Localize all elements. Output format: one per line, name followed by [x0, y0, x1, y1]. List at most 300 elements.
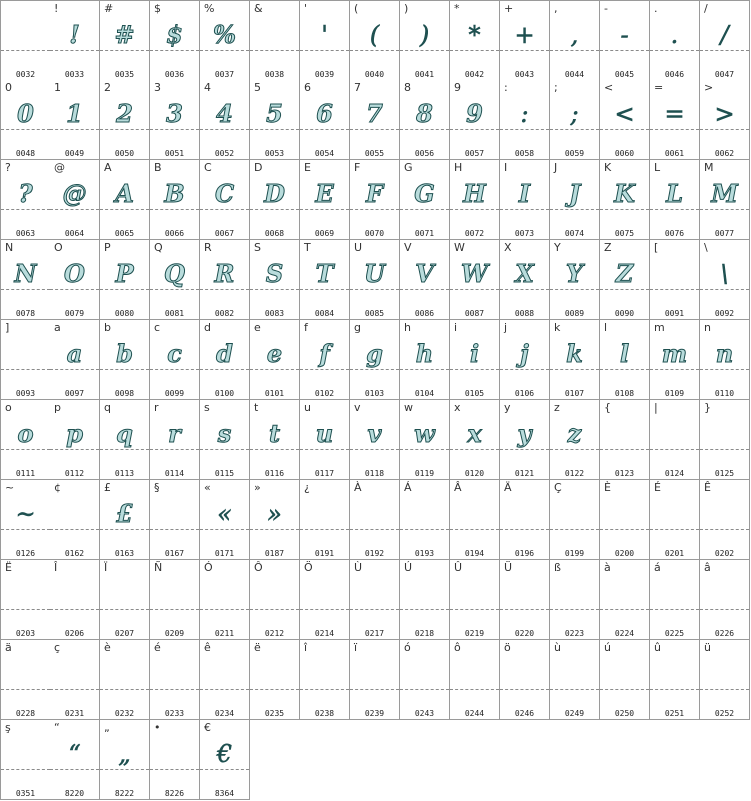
glyph-code: 0073 — [514, 229, 535, 238]
glyph-cell[interactable] — [500, 240, 550, 320]
glyph-cell[interactable] — [700, 0, 750, 81]
glyph-code: 0114 — [164, 469, 185, 478]
glyph-cell[interactable] — [400, 80, 450, 160]
glyph-char-label: ú — [604, 641, 611, 654]
glyph-cell[interactable] — [100, 640, 150, 720]
glyph-cell[interactable] — [250, 160, 300, 240]
glyph-sample: D — [264, 179, 285, 208]
glyph-cell[interactable] — [50, 320, 100, 400]
glyph-code: 0193 — [414, 549, 435, 558]
glyph-cell[interactable] — [550, 80, 600, 160]
glyph-cell[interactable] — [150, 240, 200, 320]
glyph-cell[interactable] — [300, 0, 350, 81]
glyph-sample: V — [415, 259, 434, 288]
glyph-char-label: g — [354, 321, 361, 334]
glyph-char-label: » — [254, 481, 261, 494]
glyph-cell[interactable] — [50, 0, 100, 81]
glyph-char-label: À — [354, 481, 362, 494]
glyph-cell[interactable] — [50, 160, 100, 240]
glyph-cell[interactable] — [700, 480, 750, 560]
glyph-char-label: ö — [504, 641, 511, 654]
glyph-sample: T — [315, 259, 334, 288]
glyph-cell[interactable] — [400, 160, 450, 240]
glyph-sample: * — [468, 21, 481, 49]
glyph-cell[interactable] — [650, 640, 700, 720]
glyph-cell[interactable] — [300, 240, 350, 320]
glyph-sample — [400, 574, 449, 614]
glyph-code: 0069 — [314, 229, 335, 238]
glyph-cell[interactable] — [0, 0, 51, 81]
glyph-char-label: f — [304, 321, 308, 334]
glyph-cell[interactable] — [500, 560, 550, 640]
glyph-char-label: a — [54, 321, 61, 334]
glyph-cell[interactable] — [300, 400, 350, 480]
glyph-code: 0225 — [664, 629, 685, 638]
glyph-char-label: “ — [54, 721, 60, 734]
glyph-cell[interactable] — [700, 320, 750, 400]
glyph-sample: N — [14, 259, 37, 288]
glyph-cell[interactable] — [500, 400, 550, 480]
glyph-char-label: 7 — [354, 81, 361, 94]
glyph-cell[interactable] — [400, 480, 450, 560]
glyph-cell[interactable] — [500, 160, 550, 240]
glyph-sample — [450, 494, 499, 534]
glyph-char-label: . — [654, 2, 658, 15]
glyph-cell[interactable] — [200, 560, 250, 640]
glyph-cell[interactable] — [0, 160, 51, 240]
glyph-sample — [300, 494, 349, 534]
glyph-char-label: B — [154, 161, 162, 174]
glyph-cell[interactable] — [350, 240, 400, 320]
glyph-char-label: 3 — [154, 81, 161, 94]
glyph-cell[interactable] — [100, 560, 150, 640]
glyph-cell[interactable] — [650, 240, 700, 320]
glyph-char-label: q — [104, 401, 111, 414]
glyph-char-label: É — [654, 481, 661, 494]
glyph-code: 0201 — [664, 549, 685, 558]
glyph-char-label: M — [704, 161, 714, 174]
glyph-cell[interactable] — [150, 80, 200, 160]
glyph-code: 0118 — [364, 469, 385, 478]
glyph-cell[interactable] — [650, 480, 700, 560]
glyph-char-label: + — [504, 2, 514, 15]
glyph-sample — [600, 574, 649, 614]
glyph-cell[interactable] — [250, 480, 300, 560]
glyph-char-label: Ë — [5, 561, 12, 574]
glyph-cell[interactable] — [600, 480, 650, 560]
glyph-char-label: > — [704, 81, 714, 94]
glyph-sample: / — [720, 21, 729, 49]
glyph-code: 0090 — [614, 309, 635, 318]
glyph-cell[interactable] — [400, 560, 450, 640]
glyph-cell[interactable] — [250, 320, 300, 400]
glyph-char-label: î — [304, 641, 308, 654]
glyph-char-label: R — [204, 241, 212, 254]
glyph-cell[interactable] — [100, 80, 150, 160]
glyph-char-label: S — [254, 241, 261, 254]
glyph-cell[interactable] — [550, 640, 600, 720]
glyph-sample — [700, 494, 749, 534]
glyph-char-label: 4 — [204, 81, 211, 94]
glyph-sample — [700, 414, 749, 454]
glyph-cell[interactable] — [650, 80, 700, 160]
glyph-cell[interactable] — [600, 240, 650, 320]
glyph-code: 0038 — [264, 70, 285, 79]
glyph-char-label: È — [604, 481, 611, 494]
glyph-code: 0238 — [314, 709, 335, 718]
glyph-cell[interactable] — [200, 400, 250, 480]
glyph-cell[interactable] — [150, 400, 200, 480]
glyph-code: 0076 — [664, 229, 685, 238]
glyph-sample: F — [365, 179, 384, 208]
glyph-cell[interactable] — [300, 160, 350, 240]
glyph-char-label: C — [204, 161, 212, 174]
glyph-sample — [50, 574, 99, 614]
glyph-char-label: ë — [254, 641, 261, 654]
glyph-char-label: , — [554, 2, 558, 15]
glyph-sample: - — [620, 21, 629, 49]
glyph-cell[interactable] — [550, 320, 600, 400]
glyph-cell[interactable] — [150, 720, 200, 800]
glyph-cell[interactable] — [550, 400, 600, 480]
glyph-cell[interactable] — [200, 320, 250, 400]
glyph-char-label: Ó — [204, 561, 213, 574]
glyph-sample: t — [268, 419, 281, 448]
glyph-sample — [650, 654, 699, 694]
glyph-sample: 9 — [466, 99, 483, 128]
glyph-cell[interactable] — [550, 240, 600, 320]
glyph-sample: 4 — [216, 99, 233, 128]
glyph-char-label: * — [454, 2, 460, 15]
glyph-cell[interactable] — [50, 240, 100, 320]
glyph-cell[interactable] — [350, 480, 400, 560]
glyph-sample: £ — [116, 499, 133, 528]
glyph-cell[interactable] — [150, 320, 200, 400]
glyph-cell[interactable] — [350, 160, 400, 240]
glyph-code: 0043 — [514, 70, 535, 79]
glyph-sample: “ — [68, 740, 81, 768]
glyph-cell[interactable] — [550, 160, 600, 240]
glyph-cell[interactable] — [350, 400, 400, 480]
glyph-cell[interactable] — [350, 640, 400, 720]
glyph-cell[interactable] — [150, 560, 200, 640]
glyph-code: 0093 — [15, 389, 36, 398]
glyph-cell[interactable] — [100, 400, 150, 480]
glyph-char-label: € — [204, 721, 211, 734]
glyph-cell[interactable] — [200, 480, 250, 560]
glyph-cell[interactable] — [450, 240, 500, 320]
glyph-sample — [350, 574, 399, 614]
glyph-cell[interactable] — [0, 320, 51, 400]
glyph-sample — [700, 574, 749, 614]
glyph-cell[interactable] — [300, 560, 350, 640]
glyph-code: 0120 — [464, 469, 485, 478]
glyph-code: 0035 — [114, 70, 135, 79]
glyph-cell[interactable] — [150, 160, 200, 240]
glyph-cell[interactable] — [500, 640, 550, 720]
glyph-cell[interactable] — [600, 80, 650, 160]
glyph-cell[interactable] — [500, 320, 550, 400]
glyph-sample: ' — [321, 21, 328, 49]
glyph-cell[interactable] — [350, 0, 400, 81]
glyph-cell[interactable] — [500, 480, 550, 560]
glyph-sample: p — [66, 419, 83, 448]
glyph-cell[interactable] — [200, 720, 250, 800]
glyph-sample: ~ — [15, 500, 36, 528]
glyph-cell[interactable] — [200, 0, 250, 81]
glyph-code: 0125 — [714, 469, 735, 478]
glyph-code: 0097 — [64, 389, 85, 398]
glyph-code: 0196 — [514, 549, 535, 558]
glyph-sample: = — [664, 100, 685, 128]
glyph-cell[interactable] — [0, 480, 51, 560]
glyph-code: 0246 — [514, 709, 535, 718]
glyph-cell[interactable] — [200, 240, 250, 320]
glyph-code: 0251 — [664, 709, 685, 718]
glyph-sample: » — [267, 500, 282, 528]
glyph-cell[interactable] — [300, 320, 350, 400]
glyph-cell[interactable] — [0, 720, 51, 800]
glyph-cell[interactable] — [700, 160, 750, 240]
glyph-code: 0209 — [164, 629, 185, 638]
glyph-code: 0187 — [264, 549, 285, 558]
glyph-cell[interactable] — [650, 160, 700, 240]
glyph-sample: ! — [69, 20, 80, 49]
glyph-cell[interactable] — [700, 80, 750, 160]
glyph-sample: G — [414, 179, 435, 208]
glyph-cell[interactable] — [100, 240, 150, 320]
glyph-cell[interactable] — [50, 400, 100, 480]
glyph-cell[interactable] — [300, 640, 350, 720]
glyph-cell[interactable] — [550, 560, 600, 640]
glyph-sample — [200, 654, 249, 694]
glyph-sample: b — [116, 339, 133, 368]
glyph-code: 0071 — [414, 229, 435, 238]
glyph-char-label: T — [304, 241, 311, 254]
glyph-sample — [400, 494, 449, 534]
glyph-cell[interactable] — [200, 640, 250, 720]
glyph-char-label: r — [154, 401, 159, 414]
glyph-char-label: è — [104, 641, 111, 654]
glyph-sample: „ — [118, 740, 131, 768]
glyph-sample: € — [216, 740, 233, 768]
glyph-cell[interactable] — [250, 80, 300, 160]
glyph-cell[interactable] — [400, 400, 450, 480]
glyph-cell[interactable] — [250, 0, 300, 81]
glyph-cell[interactable] — [250, 400, 300, 480]
glyph-code: 0108 — [614, 389, 635, 398]
glyph-code: 8226 — [164, 789, 185, 798]
glyph-cell[interactable] — [0, 80, 51, 160]
glyph-sample: ; — [570, 100, 579, 128]
glyph-code: 0072 — [464, 229, 485, 238]
glyph-cell[interactable] — [550, 480, 600, 560]
glyph-cell[interactable] — [700, 400, 750, 480]
glyph-cell[interactable] — [400, 640, 450, 720]
glyph-cell[interactable] — [200, 80, 250, 160]
glyph-char-label: ç — [54, 641, 61, 654]
glyph-char-label: D — [254, 161, 263, 174]
glyph-cell[interactable] — [0, 240, 51, 320]
glyph-sample: M — [711, 179, 738, 208]
glyph-cell[interactable] — [600, 400, 650, 480]
glyph-sample: O — [64, 259, 85, 288]
glyph-sample: Z — [615, 259, 634, 288]
glyph-cell[interactable] — [100, 0, 150, 81]
glyph-code: 8220 — [64, 789, 85, 798]
glyph-char-label: [ — [654, 241, 659, 254]
glyph-cell[interactable] — [650, 0, 700, 81]
glyph-char-label: ( — [354, 2, 359, 15]
glyph-code: 0079 — [64, 309, 85, 318]
glyph-char-label: Ü — [504, 561, 513, 574]
glyph-cell[interactable] — [700, 240, 750, 320]
glyph-code: 0036 — [164, 70, 185, 79]
glyph-cell[interactable] — [650, 400, 700, 480]
glyph-sample: d — [216, 339, 233, 368]
glyph-sample — [400, 654, 449, 694]
glyph-cell[interactable] — [450, 160, 500, 240]
glyph-char-label: k — [554, 321, 561, 334]
glyph-code: 0117 — [314, 469, 335, 478]
glyph-cell[interactable] — [450, 0, 500, 81]
glyph-cell[interactable] — [150, 640, 200, 720]
glyph-code: 0235 — [264, 709, 285, 718]
glyph-cell[interactable] — [50, 560, 100, 640]
glyph-cell[interactable] — [500, 0, 550, 81]
glyph-cell[interactable] — [100, 480, 150, 560]
glyph-sample — [650, 254, 699, 294]
glyph-sample: X — [515, 259, 534, 288]
glyph-char-label: Ô — [254, 561, 263, 574]
glyph-char-label: U — [354, 241, 363, 254]
glyph-cell[interactable] — [350, 560, 400, 640]
glyph-sample: ? — [18, 179, 33, 208]
glyph-cell[interactable] — [50, 720, 100, 800]
glyph-sample: o — [17, 419, 34, 448]
glyph-cell[interactable] — [100, 320, 150, 400]
glyph-char-label: I — [504, 161, 508, 174]
glyph-cell[interactable] — [700, 640, 750, 720]
glyph-cell[interactable] — [450, 320, 500, 400]
glyph-sample: Q — [164, 259, 185, 288]
glyph-code: 0060 — [614, 149, 635, 158]
glyph-cell[interactable] — [350, 320, 400, 400]
glyph-code: 0075 — [614, 229, 635, 238]
glyph-cell[interactable] — [50, 80, 100, 160]
glyph-cell[interactable] — [50, 480, 100, 560]
glyph-cell[interactable] — [200, 160, 250, 240]
glyph-sample: @ — [62, 179, 87, 208]
glyph-cell[interactable] — [100, 160, 150, 240]
glyph-char-label: Î — [54, 561, 58, 574]
glyph-code: 0234 — [214, 709, 235, 718]
glyph-cell[interactable] — [400, 320, 450, 400]
glyph-code: 0122 — [564, 469, 585, 478]
glyph-cell[interactable] — [0, 560, 51, 640]
glyph-sample: 6 — [316, 99, 333, 128]
glyph-cell[interactable] — [500, 80, 550, 160]
glyph-cell[interactable] — [150, 480, 200, 560]
glyph-cell[interactable] — [600, 160, 650, 240]
glyph-cell[interactable] — [700, 560, 750, 640]
glyph-sample: c — [167, 339, 182, 368]
glyph-cell[interactable] — [250, 640, 300, 720]
glyph-cell[interactable] — [250, 560, 300, 640]
glyph-sample: H — [463, 179, 486, 208]
glyph-code: 0109 — [664, 389, 685, 398]
glyph-code: 0100 — [214, 389, 235, 398]
glyph-code: 0084 — [314, 309, 335, 318]
glyph-sample — [500, 654, 549, 694]
glyph-char-label: ! — [54, 2, 59, 15]
glyph-cell[interactable] — [150, 0, 200, 81]
glyph-code: 0065 — [114, 229, 135, 238]
glyph-cell[interactable] — [300, 480, 350, 560]
glyph-sample: r — [168, 419, 181, 448]
glyph-cell[interactable] — [350, 80, 400, 160]
glyph-char-label: Q — [154, 241, 163, 254]
glyph-cell[interactable] — [400, 240, 450, 320]
glyph-cell[interactable] — [100, 720, 150, 800]
glyph-cell[interactable] — [450, 400, 500, 480]
glyph-sample — [650, 494, 699, 534]
glyph-sample — [650, 574, 699, 614]
glyph-cell[interactable] — [250, 240, 300, 320]
glyph-cell[interactable] — [50, 640, 100, 720]
glyph-cell[interactable] — [650, 320, 700, 400]
glyph-cell[interactable] — [600, 0, 650, 81]
glyph-code: 0062 — [714, 149, 735, 158]
glyph-code: 0124 — [664, 469, 685, 478]
glyph-cell[interactable] — [400, 0, 450, 81]
glyph-char-label: 1 — [54, 81, 61, 94]
glyph-cell[interactable] — [600, 640, 650, 720]
glyph-code: 0200 — [614, 549, 635, 558]
glyph-char-label: \ — [704, 241, 708, 254]
glyph-cell[interactable] — [450, 560, 500, 640]
glyph-char-label: 6 — [304, 81, 311, 94]
glyph-cell[interactable] — [300, 80, 350, 160]
glyph-sample — [600, 494, 649, 534]
glyph-char-label: : — [504, 81, 508, 94]
glyph-cell[interactable] — [600, 320, 650, 400]
glyph-char-label: Ê — [704, 481, 711, 494]
glyph-code: 0081 — [164, 309, 185, 318]
glyph-code: 0214 — [314, 629, 335, 638]
glyph-code: 0077 — [714, 229, 735, 238]
glyph-cell[interactable] — [450, 80, 500, 160]
glyph-cell[interactable] — [450, 480, 500, 560]
glyph-char-label: ) — [404, 2, 409, 15]
glyph-sample — [200, 574, 249, 614]
glyph-char-label: L — [654, 161, 661, 174]
glyph-cell[interactable] — [450, 640, 500, 720]
glyph-cell[interactable] — [600, 560, 650, 640]
glyph-char-label: l — [604, 321, 608, 334]
glyph-sample — [500, 574, 549, 614]
glyph-cell[interactable] — [0, 400, 51, 480]
glyph-cell[interactable] — [550, 0, 600, 81]
glyph-char-label: ó — [404, 641, 411, 654]
glyph-char-label: „ — [104, 721, 110, 734]
glyph-cell[interactable] — [0, 640, 51, 720]
glyph-char-label: ~ — [5, 481, 15, 494]
glyph-char-label: V — [404, 241, 412, 254]
glyph-code: 0199 — [564, 549, 585, 558]
glyph-cell[interactable] — [650, 560, 700, 640]
glyph-char-label: - — [604, 2, 608, 15]
